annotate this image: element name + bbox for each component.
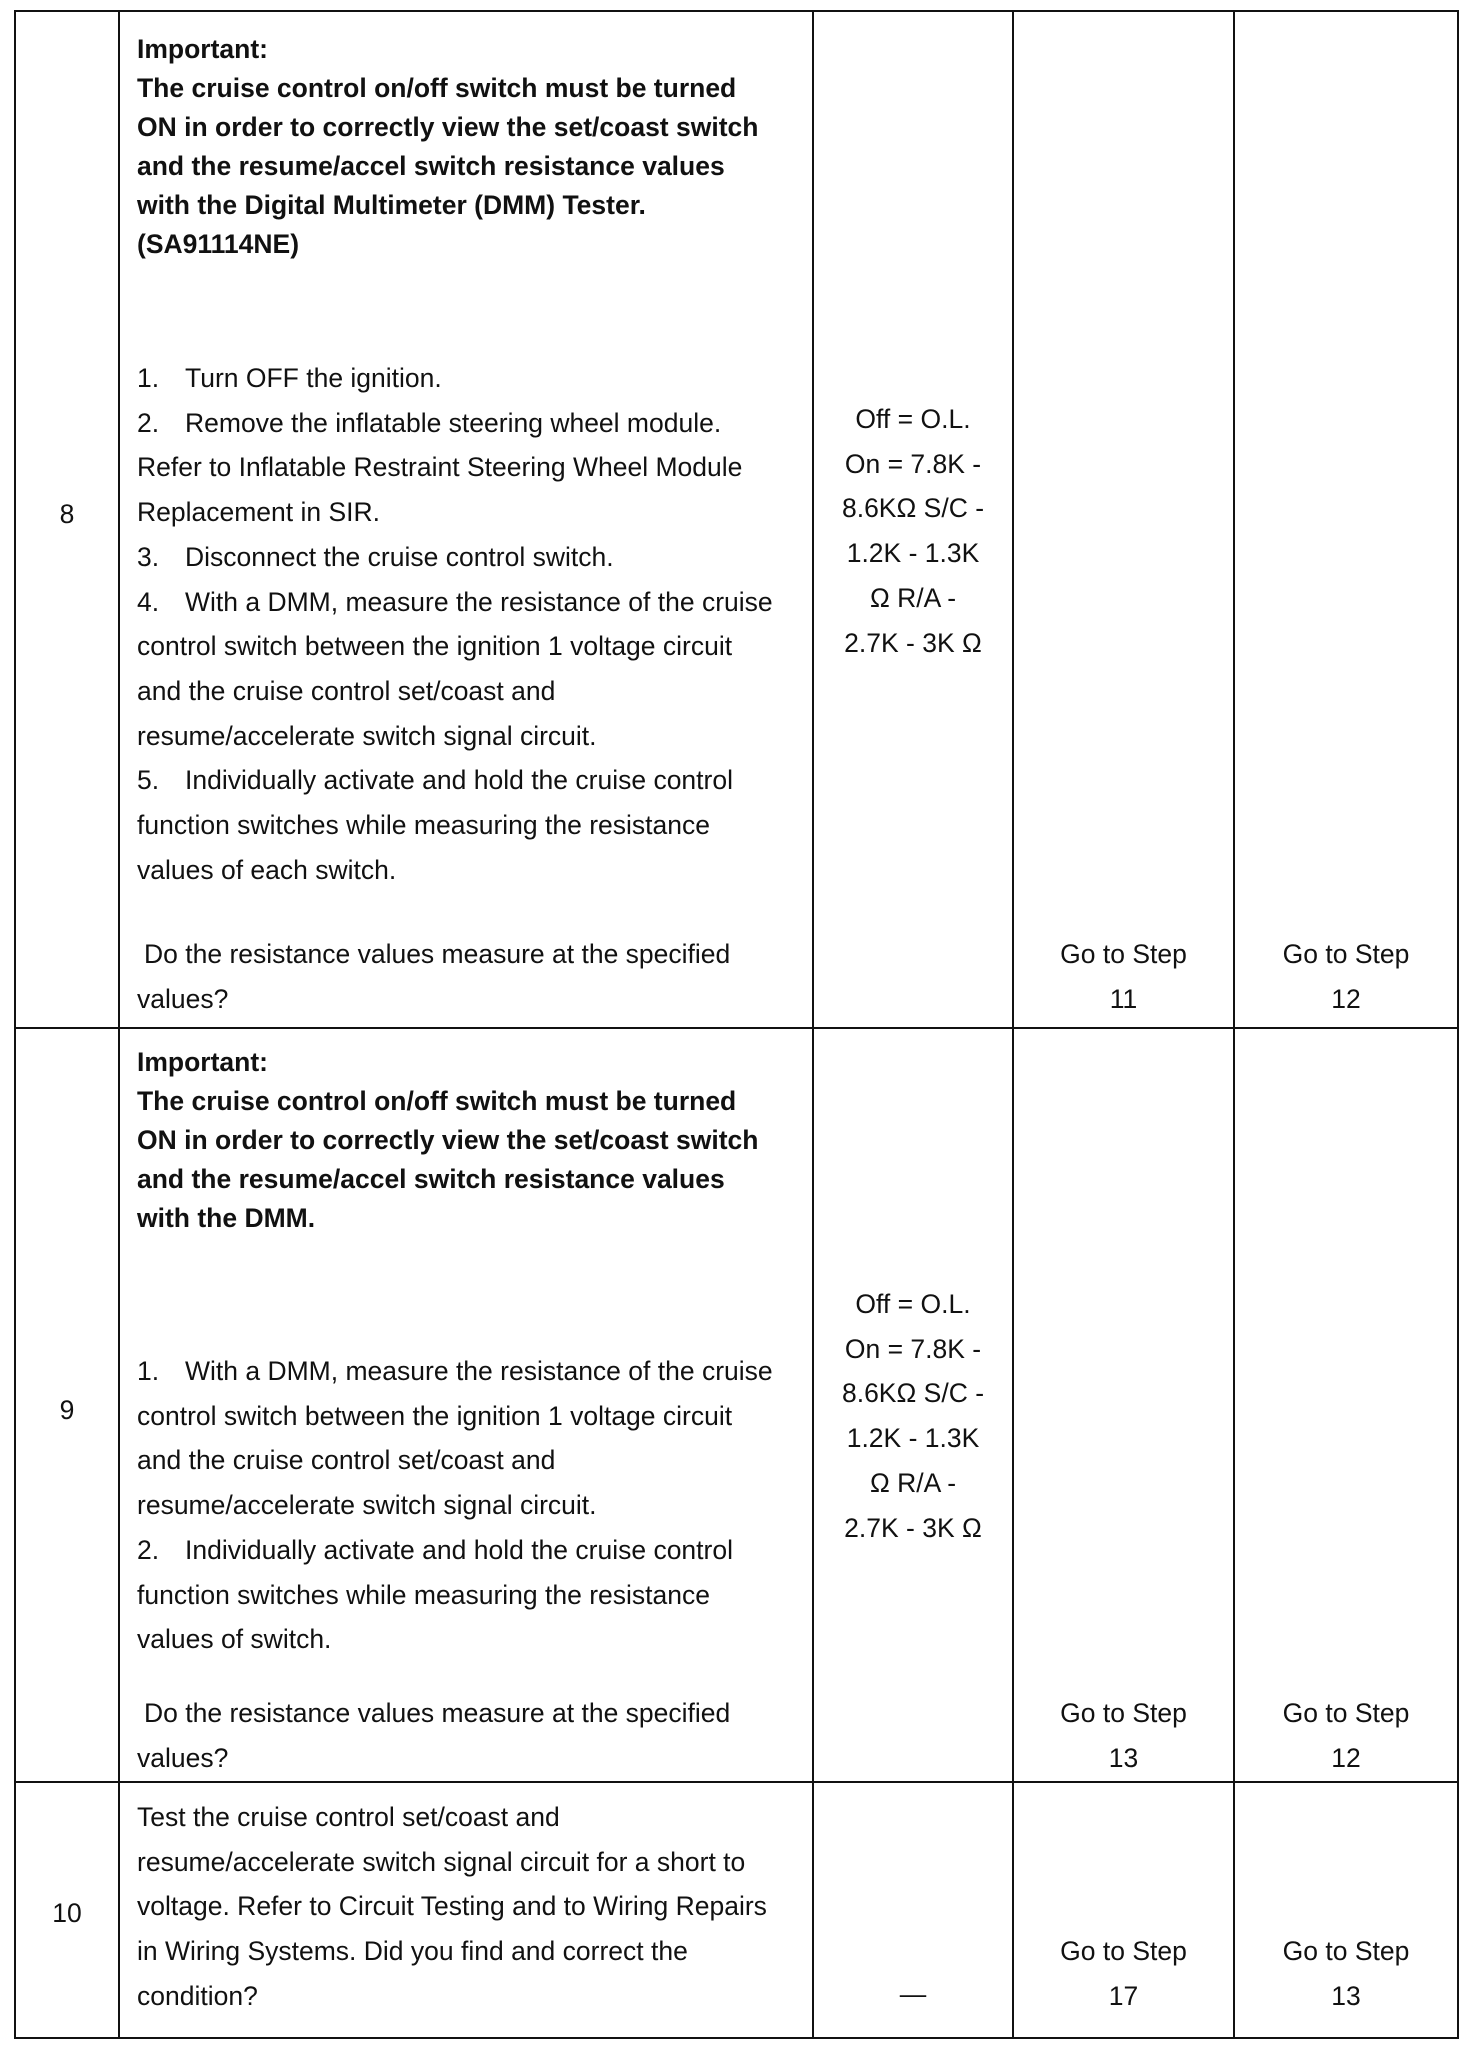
diagnostic-table [14,10,1459,2039]
question-text: Do the resistance values measure at the specified values? [137,939,731,1014]
yes-cell [1013,1782,1234,2038]
values-cell [813,1782,1013,2038]
procedure-steps [137,356,777,892]
list-item: 2. Remove the inflatable steering wheel module. Refer to Inflatable Restraint Steering Wheel Module Replacement in SIR. [137,407,743,528]
action-cell [119,1782,813,2038]
no-goto: Go to Step 12 [1282,1698,1410,1773]
important-label: Important: [137,34,269,64]
important-text: The cruise control on/off switch must be turned ON in order to correctly view the set/coast switch and the resume/accel switch resistance values with the DMM. [137,1086,759,1233]
step-cell [15,1028,119,1782]
no-cell [1234,1028,1458,1782]
yes-goto: Go to Step 11 [1060,939,1187,1014]
important-note [137,30,777,264]
list-item: 3. Disconnect the cruise control switch. [137,541,614,572]
important-label: Important: [137,1047,269,1077]
specified-values: Off = O.L. On = 7.8K - 8.6KΩ S/C - 1.2K - 1.3K Ω R/A - 2.7K - 3K Ω [841,1289,985,1543]
yes-cell [1013,11,1234,1028]
action-text: Test the cruise control set/coast and resume/accelerate switch signal circuit for a short to voltage. Refer to Circuit Testing and to Wiring Repairs in Wiring Systems. Did you find and correct the condition? [137,1802,767,2011]
step-number: 10 [52,1898,82,1928]
yes-goto: Go to Step 13 [1060,1698,1187,1773]
table-row [15,11,1458,1028]
action-cell [119,11,813,1028]
yes-goto: Go to Step 17 [1060,1936,1187,2011]
list-item: 4. With a DMM, measure the resistance of the cruise control switch between the ignition 1 voltage circuit and the cruise control set/coast and resume/accelerate switch signal circuit. [137,586,773,751]
important-note [137,1043,777,1238]
step-cell [15,11,119,1028]
procedure-steps [137,1349,777,1662]
no-goto: Go to Step 13 [1282,1936,1410,2011]
important-text: The cruise control on/off switch must be turned ON in order to correctly view the set/coast switch and the resume/accel switch resistance values with the Digital Multimeter (DMM) Tester. (SA91114NE) [137,73,759,259]
yes-cell [1013,1028,1234,1782]
table-row [15,1782,1458,2038]
specified-values: — [899,1979,927,2009]
list-item: 5. Individually activate and hold the cruise control function switches while measuring the resistance values of each switch. [137,765,733,885]
list-item: 2. Individually activate and hold the cruise control function switches while measuring the resistance values of switch. [137,1534,733,1655]
no-cell [1234,11,1458,1028]
question-text: Do the resistance values measure at the specified values? [137,1698,731,1773]
values-cell [813,11,1013,1028]
step-number: 8 [59,499,75,529]
specified-values: Off = O.L. On = 7.8K - 8.6KΩ S/C - 1.2K - 1.3K Ω R/A - 2.7K - 3K Ω [841,404,985,658]
no-goto: Go to Step 12 [1282,939,1410,1014]
list-item: 1. With a DMM, measure the resistance of the cruise control switch between the ignition 1 voltage circuit and the cruise control set/coast and resume/accelerate switch signal circuit. [137,1356,773,1521]
no-cell [1234,1782,1458,2038]
values-cell [813,1028,1013,1782]
list-item: 1. Turn OFF the ignition. [137,363,442,393]
action-cell [119,1028,813,1782]
step-number: 9 [59,1395,75,1425]
step-cell [15,1782,119,2038]
table-row [15,1028,1458,1782]
